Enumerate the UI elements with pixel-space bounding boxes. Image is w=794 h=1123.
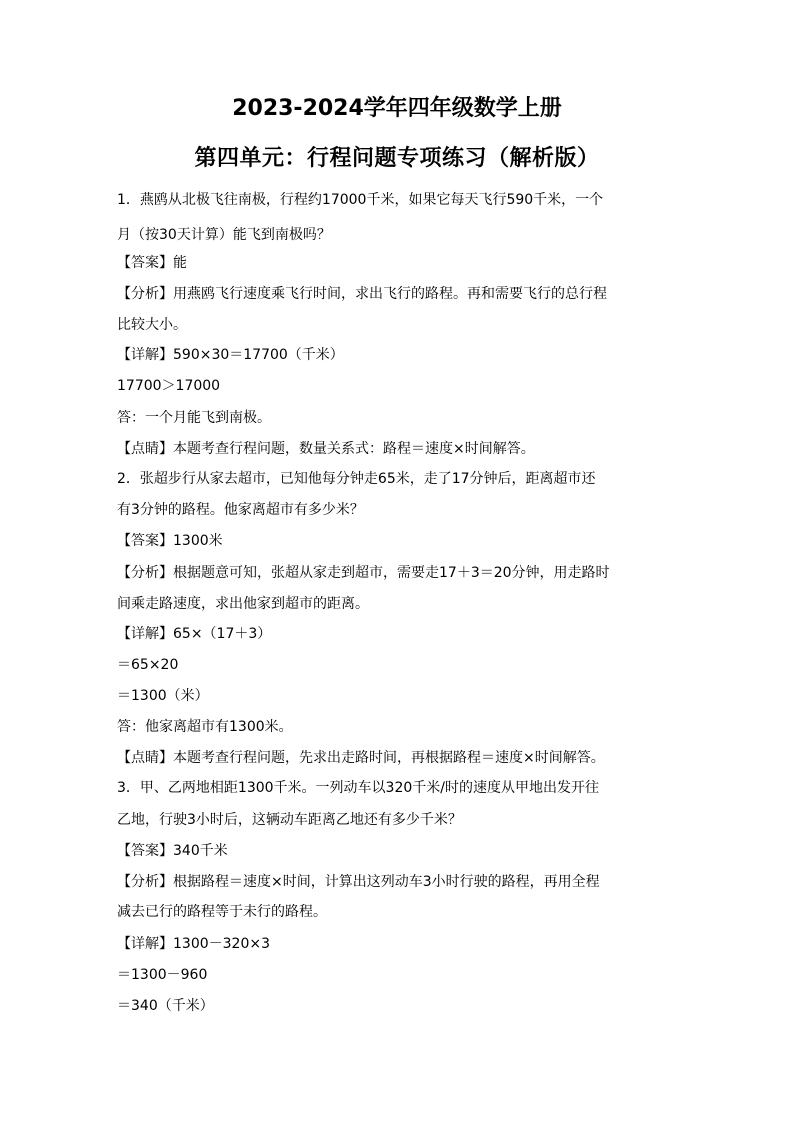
document-subtitle: 第四单元：行程问题专项练习（解析版） — [194, 146, 600, 171]
analysis-1-line-1: 【分析】用燕鸥飞行速度乘飞行时间，求出飞行的路程。再和需要飞行的总行程 — [117, 286, 607, 302]
reply-2: 答：他家离超市有1300米。 — [117, 719, 293, 735]
detail-2-step-1: ＝65×20 — [117, 657, 179, 673]
analysis-2-line-1: 【分析】根据题意可知，张超从家走到超市，需要走17＋3＝20分钟，用走路时 — [117, 565, 610, 581]
detail-3-step-2: ＝340（千米） — [117, 998, 214, 1014]
detail-3: 【详解】1300－320×3 — [117, 936, 270, 952]
analysis-3-line-1: 【分析】根据路程＝速度×时间，计算出这列动车3小时行驶的路程，再用全程 — [117, 874, 600, 890]
comment-1: 【点睛】本题考查行程问题，数量关系式：路程＝速度×时间解答。 — [117, 441, 535, 457]
document-title: 2023-2024学年四年级数学上册 — [232, 96, 562, 121]
analysis-1-line-2: 比较大小。 — [117, 317, 187, 333]
detail-1-step: 17700＞17000 — [117, 378, 221, 394]
answer-2: 【答案】1300米 — [117, 533, 223, 549]
detail-2: 【详解】65×（17＋3） — [117, 626, 272, 642]
question-2-line-2: 有3分钟的路程。他家离超市有多少米？ — [117, 502, 364, 518]
detail-1: 【详解】590×30＝17700（千米） — [117, 347, 344, 363]
question-2-line-1: 2．张超步行从家去超市，已知他每分钟走65米，走了17分钟后，距离超市还 — [117, 471, 596, 487]
detail-3-step-1: ＝1300－960 — [117, 967, 208, 983]
analysis-3-line-2: 减去已行的路程等于未行的路程。 — [117, 904, 327, 920]
comment-2: 【点睛】本题考查行程问题，先求出走路时间，再根据路程＝速度×时间解答。 — [117, 750, 605, 766]
answer-3: 【答案】340千米 — [117, 843, 228, 859]
question-1-line-1: 1．燕鸥从北极飞往南极，行程约17000千米，如果它每天飞行590千米，一个 — [117, 192, 604, 208]
reply-1: 答：一个月能飞到南极。 — [117, 410, 271, 426]
analysis-2-line-2: 间乘走路速度，求出他家到超市的距离。 — [117, 596, 369, 612]
question-1-line-2: 月（按30天计算）能飞到南极吗？ — [117, 227, 331, 243]
answer-1: 【答案】能 — [117, 255, 187, 271]
question-3-line-1: 3．甲、乙两地相距1300千米。一列动车以320千米/时的速度从甲地出发开往 — [117, 780, 599, 796]
question-3-line-2: 乙地，行驶3小时后，这辆动车距离乙地还有多少千米？ — [117, 812, 462, 828]
detail-2-step-2: ＝1300（米） — [117, 688, 209, 704]
